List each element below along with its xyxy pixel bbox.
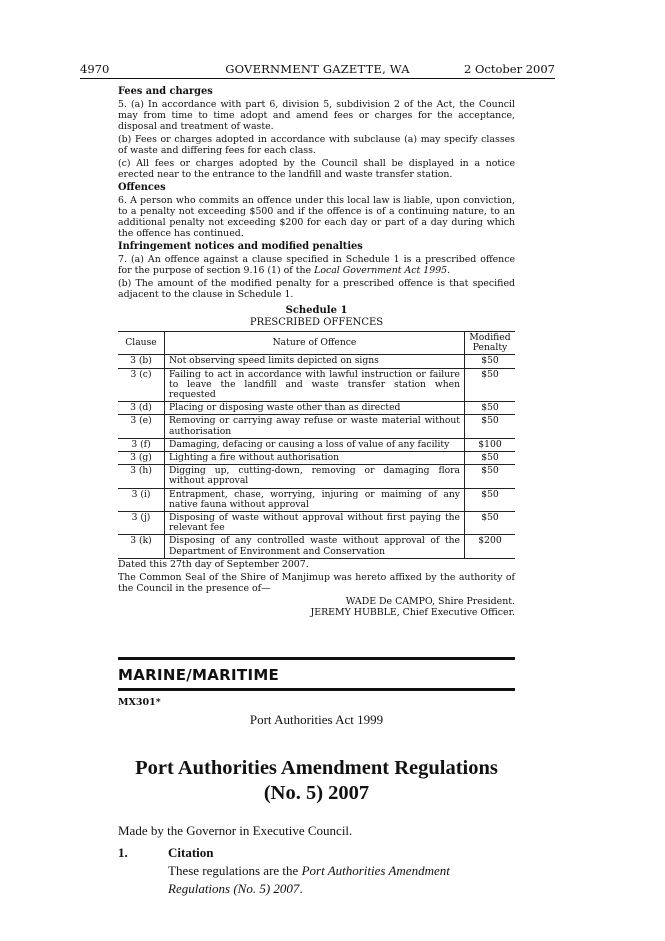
column-header-penalty: Modified Penalty [465, 332, 516, 355]
citation-number: 1. [118, 845, 128, 860]
clause-cell: 3 (b) [118, 355, 165, 368]
table-row [118, 415, 515, 438]
clause-cell: 3 (k) [118, 535, 165, 558]
penalty-cell: $50 [465, 452, 516, 465]
offences-table [118, 331, 515, 559]
table-row [118, 452, 515, 465]
table-row [118, 465, 515, 488]
clause-cell: 3 (i) [118, 488, 165, 511]
penalty-cell: $100 [465, 438, 516, 451]
publication-title: GOVERNMENT GAZETTE, WA [225, 62, 410, 76]
nature-cell: Digging up, cutting-down, removing or damaging flora without approval [165, 465, 465, 488]
table-row [118, 535, 515, 558]
nature-cell: Placing or disposing waste other than as directed [165, 402, 465, 415]
table-row [118, 368, 515, 402]
made-by-statement: Made by the Governor in Executive Council. [118, 823, 353, 838]
table-row [118, 512, 515, 535]
regulations-title [118, 756, 515, 806]
fees-heading: Fees and charges [118, 86, 213, 97]
column-header-clause: Clause [118, 332, 165, 355]
penalty-cell: $50 [465, 368, 516, 402]
offences-paragraph: 6. A person who commits an offence under this local law is liable, upon conviction, to a penalty not exceeding $500 and if the offence is of a continuing nature, to an additional penalty not exceeding $200 for each day or part of a day during which the offence has continued. [118, 195, 515, 239]
regulations-title-line2: (No. 5) 2007 [263, 782, 370, 804]
header-rule [80, 78, 555, 79]
clause-cell: 3 (d) [118, 402, 165, 415]
regulations-title-line1: Port Authorities Amendment Regulations [135, 757, 498, 779]
penalty-cell: $50 [465, 465, 516, 488]
signatory-ceo: JEREMY HUBBLE, Chief Executive Officer. [310, 606, 515, 618]
fees-paragraph-c: (c) All fees or charges adopted by the Council shall be displayed in a notice erected near to the entrance to the landfill and waste transfer station. [118, 158, 515, 180]
section-title: MARINE/MARITIME [118, 666, 280, 684]
nature-cell: Lighting a fire without authorisation [165, 452, 465, 465]
page-header [80, 62, 555, 78]
clause-cell: 3 (f) [118, 438, 165, 451]
column-header-nature: Nature of Offence [165, 332, 465, 355]
penalty-cell: $50 [465, 512, 516, 535]
table-header-row [118, 332, 515, 355]
page-number: 4970 [80, 62, 110, 76]
table-row [118, 438, 515, 451]
infringement-paragraph-b: (b) The amount of the modified penalty for a prescribed offence is that specified adjacent to the clause in Schedule 1. [118, 278, 515, 300]
notice-code: MX301* [118, 697, 161, 708]
penalty-cell: $50 [465, 488, 516, 511]
table-row [118, 355, 515, 368]
clause-cell: 3 (c) [118, 368, 165, 402]
section-top-rule [118, 657, 515, 660]
schedule-subtitle: PRESCRIBED OFFENCES [249, 317, 384, 328]
schedule-title: Schedule 1 [285, 305, 348, 316]
penalty-cell: $200 [465, 535, 516, 558]
fees-paragraph-b: (b) Fees or charges adopted in accordance with subclause (a) may specify classes of waste and differing fees for each class. [118, 134, 515, 156]
section-bottom-rule [118, 688, 515, 691]
act-name: Port Authorities Act 1999 [249, 712, 384, 727]
nature-cell: Damaging, defacing or causing a loss of value of any facility [165, 438, 465, 451]
fees-paragraph-a: 5. (a) In accordance with part 6, division 5, subdivision 2 of the Act, the Council may from time to time adopt and amend fees or charges for the acceptance, disposal and treatment of waste. [118, 99, 515, 132]
nature-cell: Entrapment, chase, worrying, injuring or maiming of any native fauna without approval [165, 488, 465, 511]
offences-heading: Offences [118, 182, 166, 193]
infringement-paragraph-a [118, 254, 515, 276]
nature-cell: Removing or carrying away refuse or waste material without authorisation [165, 415, 465, 438]
citation-text-end: . [299, 881, 303, 896]
nature-cell: Disposing of any controlled waste without approval of the Department of Environment and Conservation [165, 535, 465, 558]
act-reference: Local Government Act 1995 [314, 265, 448, 276]
infringement-text: 7. (a) An offence against a clause specified in Schedule 1 is a prescribed offence for the purpose of section 9.16 (1) of the [118, 254, 515, 276]
signatory-president: WADE De CAMPO, Shire President. [345, 595, 515, 607]
clause-cell: 3 (j) [118, 512, 165, 535]
clause-cell: 3 (g) [118, 452, 165, 465]
local-law-body [118, 84, 515, 618]
citation-text-start: These regulations are the [168, 863, 302, 878]
issue-date: 2 October 2007 [464, 62, 555, 76]
citation-heading: Citation [168, 845, 214, 860]
citation-text [168, 862, 488, 898]
dated-line: Dated this 27th day of September 2007. [118, 558, 309, 570]
table-row [118, 402, 515, 415]
citation-regulation-name: Port Authorities Amendment Regulations (No. 5) 2007 [168, 863, 450, 896]
nature-cell: Not observing speed limits depicted on signs [165, 355, 465, 368]
common-seal-statement: The Common Seal of the Shire of Manjimup was hereto affixed by the authority of the Council in the presence of— [118, 571, 515, 594]
infringement-heading: Infringement notices and modified penalties [118, 241, 363, 252]
penalty-cell: $50 [465, 415, 516, 438]
clause-cell: 3 (h) [118, 465, 165, 488]
infringement-text-end: . [447, 265, 451, 276]
penalty-cell: $50 [465, 355, 516, 368]
penalty-cell: $50 [465, 402, 516, 415]
table-row [118, 488, 515, 511]
clause-cell: 3 (e) [118, 415, 165, 438]
nature-cell: Disposing of waste without approval without first paying the relevant fee [165, 512, 465, 535]
nature-cell: Failing to act in accordance with lawful instruction or failure to leave the landfill and waste transfer station when requested [165, 368, 465, 402]
